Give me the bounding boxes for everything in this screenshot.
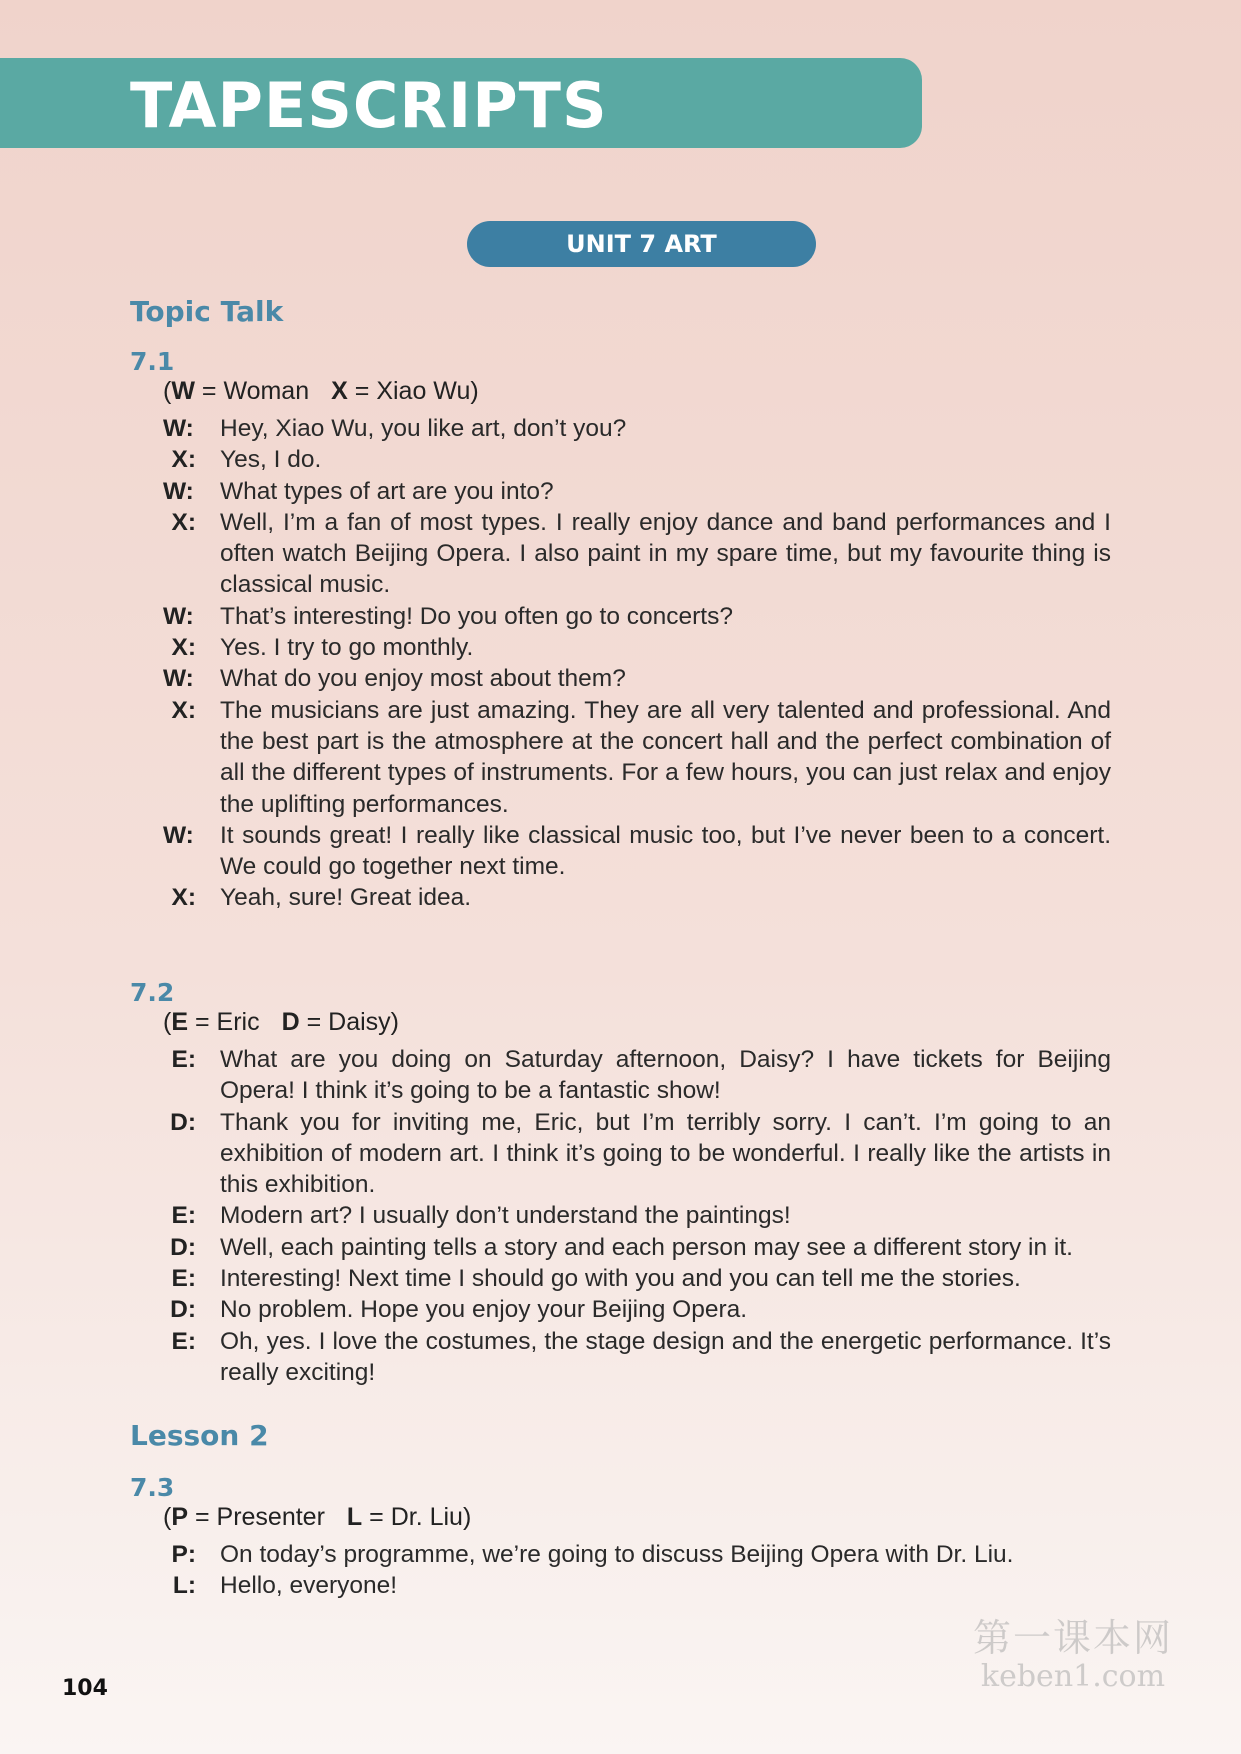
dialogue-line [163, 507, 1111, 601]
line-text: Oh, yes. I love the costumes, the stage design and the energetic performance. It’s really exciting! [220, 1327, 1111, 1386]
line-text: On today’s programme, we’re going to discuss Beijing Opera with Dr. Liu. [220, 1541, 1014, 1568]
speaker-label: W: [163, 821, 194, 849]
speaker-label: P: [171, 1541, 196, 1568]
dialogue-7-2 [163, 1007, 1111, 1388]
dialogue-7-3 [163, 1502, 1111, 1602]
speaker-label: D: [170, 1233, 196, 1261]
speaker-label: X: [171, 508, 196, 536]
line-text: It sounds great! I really like classical music too, but I’ve never been to a concert. We could go together next time. [220, 821, 1111, 881]
line-text: No problem. Hope you enjoy your Beijing Opera. [220, 1296, 748, 1324]
line-text: Interesting! Next time I should go with you and you can tell me the stories. [220, 1265, 1021, 1293]
speaker-label: L: [172, 1572, 196, 1600]
speaker-label: E: [171, 1046, 196, 1073]
cast-legend: (W = Woman X = Xiao Wu) [163, 377, 479, 405]
dialogue-line [163, 1570, 1111, 1601]
speaker-label: X: [171, 634, 196, 662]
dialogue-line [163, 882, 1111, 913]
dialogue-line [163, 413, 1111, 444]
unit-badge: UNIT 7 ART [467, 221, 816, 267]
dialogue-line [163, 1539, 1111, 1570]
watermark [968, 1616, 1178, 1694]
line-text: Thank you for inviting me, Eric, but I’m terribly sorry. I can’t. I’m going to an exhibition of modern art. I think it’s going to be wonderful. I really like the artists in this exhibition. [220, 1108, 1111, 1199]
line-text: Hello, everyone! [220, 1572, 398, 1600]
watermark-cn: 第一课本网 [972, 1616, 1173, 1660]
speaker-label: X: [171, 696, 196, 724]
dialogue-line [163, 1107, 1111, 1201]
line-text: Yes, I do. [220, 446, 322, 474]
watermark-en: keben1.com [980, 1659, 1166, 1694]
line-text: That’s interesting! Do you often go to concerts? [220, 602, 733, 630]
page-number: 104 [62, 1676, 108, 1701]
dialogue-line [163, 1294, 1111, 1325]
cast-legend: (E = Eric D = Daisy) [163, 1008, 399, 1036]
line-text: What do you enjoy most about them? [220, 665, 626, 693]
line-text: What are you doing on Saturday afternoon, Daisy? I have tickets for Beijing Opera! I think it’s going to be a fantastic show! [220, 1046, 1111, 1105]
dialogue-line [163, 1263, 1111, 1294]
dialogue-line [163, 1232, 1111, 1263]
dialogue-line [163, 1200, 1111, 1231]
section-heading-topic-talk: Topic Talk [130, 295, 284, 328]
line-text: Hey, Xiao Wu, you like art, don’t you? [220, 415, 627, 442]
line-text: Yeah, sure! Great idea. [220, 884, 472, 912]
track-number-7-3: 7.3 [130, 1473, 175, 1502]
dialogue-line [163, 820, 1111, 883]
dialogue-7-1 [163, 376, 1111, 914]
dialogue-line [163, 695, 1111, 820]
dialogue-line [163, 1326, 1111, 1389]
line-text: Well, I’m a fan of most types. I really enjoy dance and band performances and I often watch Beijing Opera. I also paint in my spare time, but my favourite thing is classical music. [220, 508, 1111, 599]
dialogue-line [163, 601, 1111, 632]
line-text: What types of art are you into? [220, 477, 554, 505]
cast-legend: (P = Presenter L = Dr. Liu) [163, 1503, 472, 1531]
speaker-label: D: [170, 1296, 196, 1324]
line-text: Well, each painting tells a story and each person may see a different story in it. [220, 1233, 1073, 1261]
line-text: The musicians are just amazing. They are all very talented and professional. And the best part is the atmosphere at the concert hall and the perfect combination of all the different types of instruments. For a few hours, you can just relax and enjoy the uplifting performances. [220, 696, 1111, 818]
speaker-label: W: [163, 477, 194, 505]
speaker-label: X: [171, 446, 196, 474]
section-heading-lesson-2: Lesson 2 [130, 1419, 269, 1452]
dialogue-line [163, 476, 1111, 507]
track-number-7-2: 7.2 [130, 978, 175, 1007]
dialogue-line [163, 663, 1111, 694]
speaker-label: W: [163, 602, 194, 630]
speaker-label: W: [163, 665, 194, 693]
page-title: TAPESCRIPTS [130, 69, 608, 142]
speaker-label: D: [170, 1108, 196, 1136]
speaker-label: E: [171, 1265, 196, 1293]
dialogue-line [163, 444, 1111, 475]
dialogue-line [163, 1044, 1111, 1107]
track-number-7-1: 7.1 [130, 347, 175, 376]
dialogue-line [163, 632, 1111, 663]
speaker-label: E: [171, 1202, 196, 1230]
title-banner [0, 58, 922, 148]
line-text: Modern art? I usually don’t understand the paintings! [220, 1202, 791, 1230]
speaker-label: E: [171, 1327, 196, 1355]
line-text: Yes. I try to go monthly. [220, 634, 474, 662]
speaker-label: X: [171, 884, 196, 912]
speaker-label: W: [163, 415, 194, 442]
